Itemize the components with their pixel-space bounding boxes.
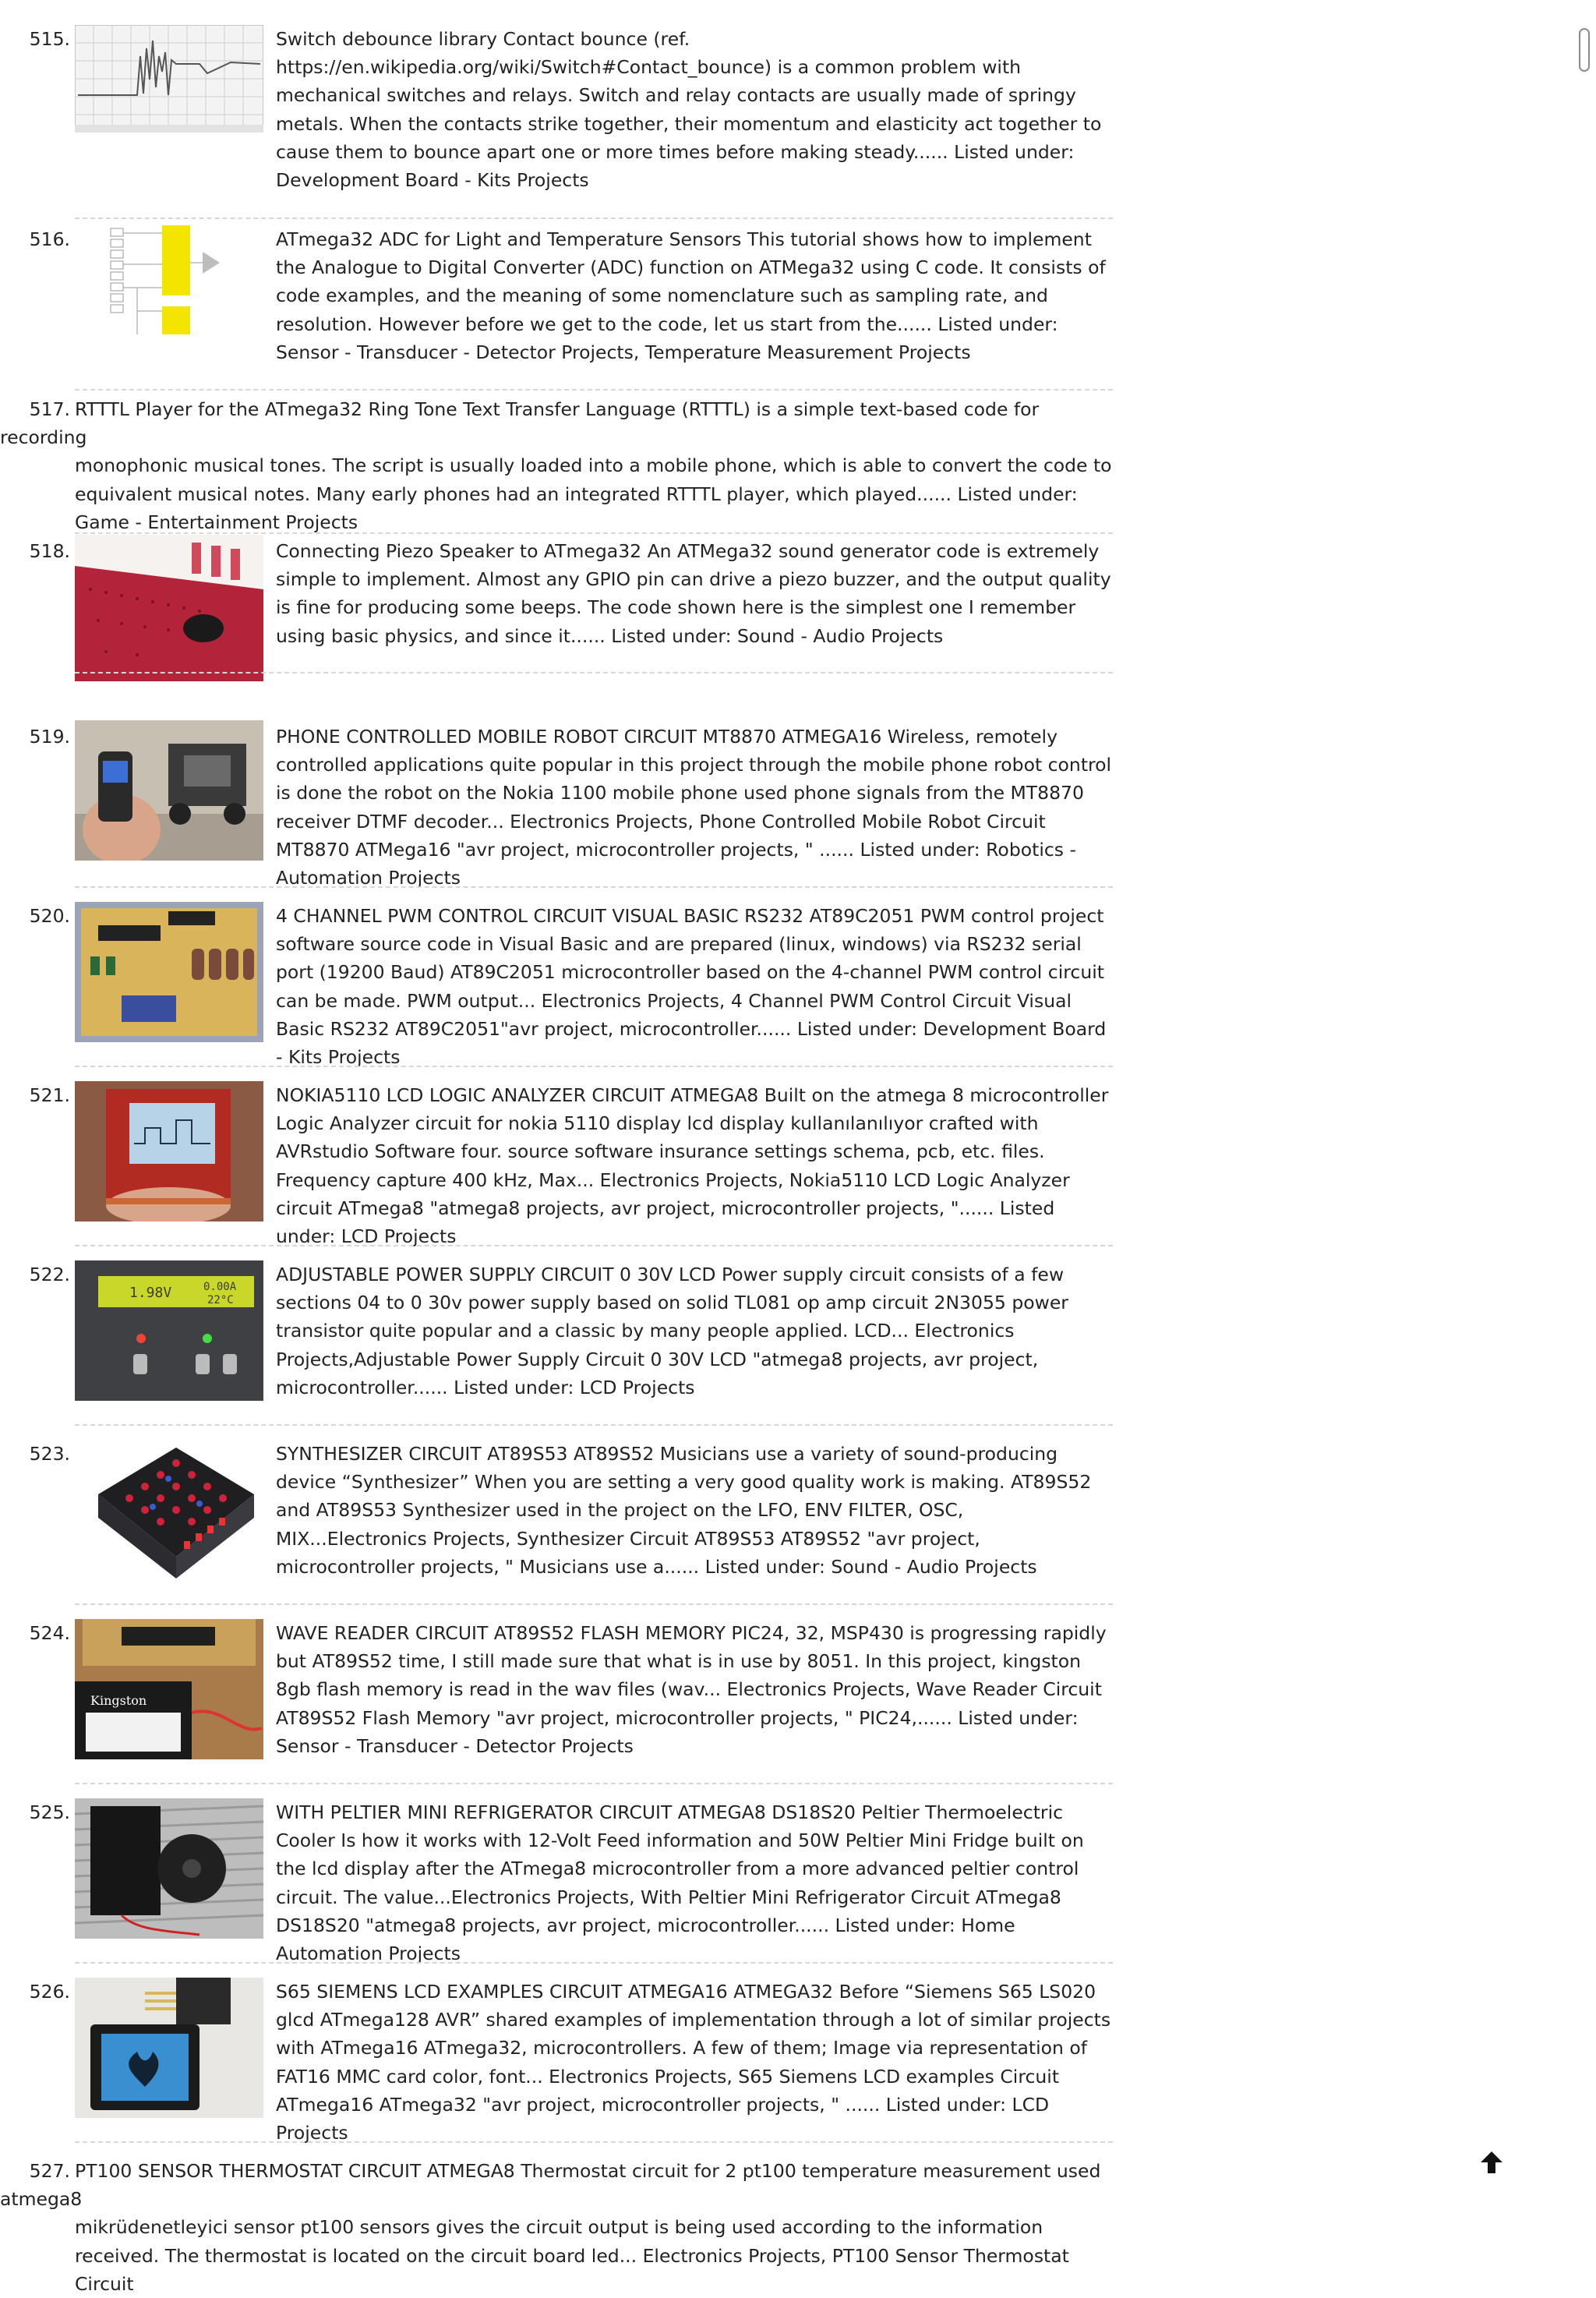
item-description: 527. PT100 SENSOR THERMOSTAT CIRCUIT ATMEGA8 Thermostat circuit for 2 pt100 temperature measurement used atmega8 mikrüdenetleyici sensor pt100 sensors gives the circuit output is being used according to the information received. The thermostat is located on the circuit board led... Electronics Projects, PT100 Sensor Thermostat Circuit bbox=[0, 2157, 1122, 2298]
arrow-up-icon[interactable] bbox=[1478, 2148, 1506, 2176]
separator bbox=[75, 1066, 1113, 1067]
lcd-amps: 0.00A bbox=[203, 1281, 237, 1293]
separator bbox=[75, 217, 1113, 219]
power-supply-thumbnail[interactable] bbox=[75, 1260, 263, 1401]
separator bbox=[75, 886, 1113, 888]
item-number: 525. bbox=[29, 1801, 70, 1823]
nokia-lcd-thumbnail[interactable] bbox=[75, 1081, 263, 1221]
oscilloscope-thumbnail[interactable] bbox=[75, 25, 263, 133]
separator bbox=[75, 532, 1113, 534]
adc-diagram-thumbnail[interactable] bbox=[75, 225, 263, 342]
item-description: WITH PELTIER MINI REFRIGERATOR CIRCUIT ATMEGA8 DS18S20 Peltier Thermoelectric Cooler Is how it works with 12-Volt Feed information and 50W Peltier Mini Fridge built on the lcd display after the ATmega8 microcontroller from a more advanced peltier control circuit. The value...Electronics Projects, With Peltier Mini Refrigerator Circuit ATmega8 DS18S20 "atmega8 projects, avr project, microcontroller...... Listed under: Home Automation Projects bbox=[276, 1801, 1084, 1965]
item-description: 517. RTTTL Player for the ATmega32 Ring Tone Text Transfer Language (RTTTL) is a simple text-based code for recording monophonic musical tones. The script is usually loaded into a mobile phone, which is able to convert the code to equivalent musical notes. Many early phones had an integrated RTTTL player, which played...... Listed under: Game - Entertainment Projects bbox=[0, 395, 1122, 536]
item-description: Switch debounce library Contact bounce (ref. https://en.wikipedia.org/wiki/Switch#Contact_bounce) is a common problem with mechanical switches and relays. Switch and relay contacts are usually made of springy metals. When the contacts strike together, their momentum and elasticity act together to cause them to bounce apart one or more times before making steady...... Listed under: Development Board - Kits Projects bbox=[276, 28, 1102, 192]
synthesizer-thumbnail[interactable] bbox=[75, 1440, 263, 1580]
item-number: 515. bbox=[29, 28, 70, 50]
separator bbox=[75, 1245, 1113, 1246]
item-description: Connecting Piezo Speaker to ATmega32 An ATMega32 sound generator code is extremely simple to implement. Almost any GPIO pin can drive a piezo buzzer, and the output quality is fine for producing some beeps. The code shown here is the simplest one I remember using basic physics, and since it...... Listed under: Sound - Audio Projects bbox=[276, 540, 1111, 647]
separator bbox=[75, 1783, 1113, 1784]
item-number: 523. bbox=[29, 1443, 70, 1465]
item-number: 521. bbox=[29, 1084, 70, 1106]
kingston-label: Kingston bbox=[90, 1693, 147, 1708]
item-description: S65 SIEMENS LCD EXAMPLES CIRCUIT ATMEGA16 ATMEGA32 Before “Siemens S65 LS020 glcd ATmega128 AVR” shared examples of implementation through a lot of similar projects with ATmega16 ATmega32, microcontrollers. A few of them; Image via representation of FAT16 MMC card color, font... Electronics Projects, S65 Siemens LCD examples Circuit ATmega16 ATmega32 "avr project, microcontroller projects, " ...... Listed under: LCD Projects bbox=[276, 1981, 1111, 2144]
item-description: ATmega32 ADC for Light and Temperature Sensors This tutorial shows how to implement the Analogue to Digital Converter (ADC) function on ATMega32 using C code. It consists of code examples, and the meaning of some nomenclature such as sampling rate, and resolution. However before we get to the code, let us start from the...... Listed under: Sensor - Transducer - Detector Projects, Temperature Measurement Projects bbox=[276, 228, 1106, 363]
item-number: 518. bbox=[29, 540, 70, 562]
peltier-thumbnail[interactable] bbox=[75, 1798, 263, 1939]
item-number: 524. bbox=[29, 1622, 70, 1644]
item-number: 526. bbox=[29, 1981, 70, 2003]
item-description: PHONE CONTROLLED MOBILE ROBOT CIRCUIT MT8870 ATMEGA16 Wireless, remotely controlled applications quite popular in this project through the mobile phone robot control is done the robot on the Nokia 1100 mobile phone used phone signals from the MT8870 receiver DTMF decoder... Electronics Projects, Phone Controlled Mobile Robot Circuit MT8870 ATMega16 "avr project, microcontroller projects, " ...... Listed under: Robotics - Automation Projects bbox=[276, 726, 1112, 889]
separator bbox=[75, 2141, 1113, 2143]
separator bbox=[75, 389, 1113, 391]
piezo-thumbnail[interactable] bbox=[75, 535, 263, 681]
item-number: 517. bbox=[29, 398, 70, 420]
item-description: 4 CHANNEL PWM CONTROL CIRCUIT VISUAL BASIC RS232 AT89C2051 PWM control project software source code in Visual Basic and are prepared (linux, windows) via RS232 serial port (19200 Baud) AT89C2051 microcontroller based on the 4-channel PWM control circuit can be made. PWM output... Electronics Projects, 4 Channel PWM Control Circuit Visual Basic RS232 AT89C2051"avr project, microcontroller...... Listed under: Development Board - Kits Projects bbox=[276, 905, 1107, 1069]
separator bbox=[75, 1424, 1113, 1426]
item-number: 519. bbox=[29, 726, 70, 748]
item-number: 527. bbox=[29, 2160, 70, 2182]
item-description: SYNTHESIZER CIRCUIT AT89S53 AT89S52 Musicians use a variety of sound-producing device “Synthesizer” When you are setting a very good quality work is making. AT89S52 and AT89S53 Synthesizer used in the project on the LFO, ENV FILTER, OSC, MIX...Electronics Projects, Synthesizer Circuit AT89S53 AT89S52 "avr project, microcontroller projects, " Musicians use a...... Listed under: Sound - Audio Projects bbox=[276, 1443, 1092, 1578]
item-number: 516. bbox=[29, 228, 70, 250]
item-description: WAVE READER CIRCUIT AT89S52 FLASH MEMORY PIC24, 32, MSP430 is progressing rapidly but AT89S52 time, I still made sure that what is in use by 8051. In this project, kingston 8gb flash memory is read in the wav files (wav... Electronics Projects, Wave Reader Circuit AT89S52 Flash Memory "avr project, microcontroller projects, " PIC24,...... Listed under: Sensor - Transducer - Detector Projects bbox=[276, 1622, 1107, 1757]
item-description: NOKIA5110 LCD LOGIC ANALYZER CIRCUIT ATMEGA8 Built on the atmega 8 microcontroller Logic Analyzer circuit for nokia 5110 display lcd display kullanılanılıyor crafted with AVRstudio Software four. source software insurance settings schema, pcb, etc. files. Frequency capture 400 kHz, Max... Electronics Projects, Nokia5110 LCD Logic Analyzer circuit ATmega8 "atmega8 projects, avr project, microcontroller projects, "...... Listed under: LCD Projects bbox=[276, 1084, 1109, 1248]
robot-thumbnail[interactable] bbox=[75, 720, 263, 861]
item-number: 522. bbox=[29, 1264, 70, 1285]
separator bbox=[75, 672, 1113, 673]
siemens-lcd-thumbnail[interactable] bbox=[75, 1978, 263, 2118]
scrollbar-thumb[interactable] bbox=[1579, 28, 1590, 72]
item-number: 520. bbox=[29, 905, 70, 927]
pwm-board-thumbnail[interactable] bbox=[75, 902, 263, 1042]
item-description: ADJUSTABLE POWER SUPPLY CIRCUIT 0 30V LCD Power supply circuit consists of a few sections 04 to 0 30v power supply based on solid TL081 op amp circuit 2N3055 power transistor quite popular and a classic by many people applied. LCD... Electronics Projects,Adjustable Power Supply Circuit 0 30V LCD "atmega8 projects, avr project, microcontroller...... Listed under: LCD Projects bbox=[276, 1264, 1068, 1398]
lcd-temp: 22°C bbox=[207, 1294, 234, 1306]
flash-card-thumbnail[interactable] bbox=[75, 1619, 263, 1759]
separator bbox=[75, 1603, 1113, 1605]
separator bbox=[75, 1962, 1113, 1964]
lcd-volts: 1.98V bbox=[129, 1285, 172, 1301]
